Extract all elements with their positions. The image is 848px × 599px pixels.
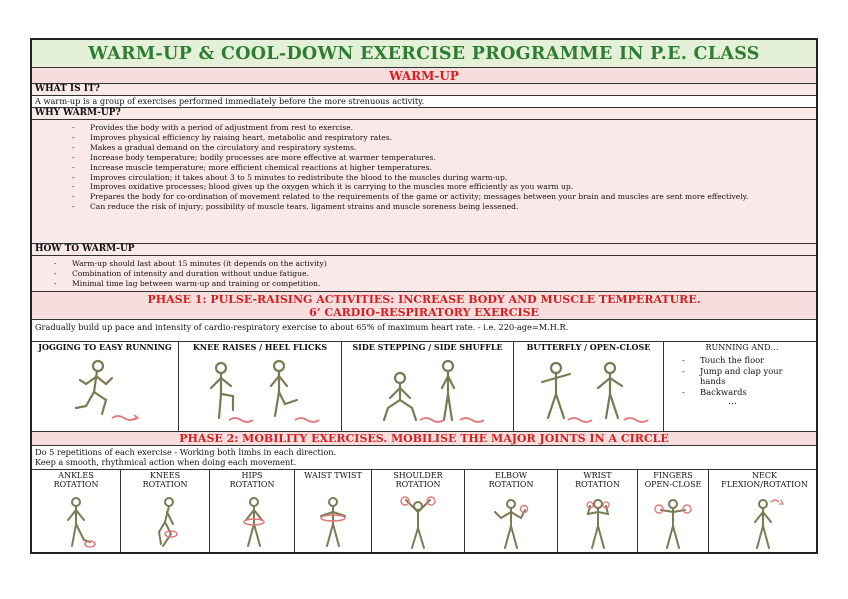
why-heading: WHY WARM-UP?	[32, 108, 816, 120]
page-title: WARM-UP & COOL-DOWN EXERCISE PROGRAMME IN P.E. CLASS	[32, 40, 816, 68]
running-heading: RUNNING AND…	[705, 343, 779, 352]
exercise-butterfly	[514, 342, 664, 431]
exercise-sheet	[30, 38, 818, 554]
why-list	[32, 120, 816, 244]
why-item: - Increase muscle temperature; more efficient chemical reactions at higher temperatures.	[90, 163, 786, 173]
why-item: - Provides the body with a period of adjustment from rest to exercise.	[90, 123, 786, 133]
mobility-elbow	[465, 470, 558, 554]
running-item: - Backwards	[700, 387, 810, 398]
exercise-label: FINGERS	[653, 471, 693, 480]
phase1-exercises	[32, 342, 816, 432]
phase1-text: Gradually build up pace and intensity of cardio-respiratory exercise to about 65% of maximum heart rate. - i.e. 220-age=M.H.R.	[32, 320, 816, 342]
how-item: - Warm-up should last about 15 minutes (it depends on the activity)	[72, 259, 816, 269]
elbow-rotation-icon	[491, 496, 531, 554]
fingers-open-close-icon	[653, 496, 693, 554]
running-item: - Jump and clap your hands	[700, 366, 810, 387]
why-item: - Improves physical efficiency by raising heart, metabolic and respiratory rates.	[90, 133, 786, 143]
phase1-subtitle: 6’ CARDIO-RESPIRATORY EXERCISE	[309, 306, 539, 319]
mobility-fingers	[638, 470, 709, 554]
mobility-wrist	[558, 470, 638, 554]
exercise-label: WRIST	[583, 471, 612, 480]
mobility-hips	[210, 470, 295, 554]
mobility-shoulder	[372, 470, 465, 554]
knee-rotation-icon	[149, 496, 185, 554]
why-item: - Improves circulation; it takes about 3 to 5 minutes to redistribute the blood to the muscles during warm-up.	[90, 173, 786, 183]
exercise-label: BUTTERFLY / OPEN-CLOSE	[526, 342, 651, 352]
what-heading: WHAT IS IT?	[32, 84, 816, 96]
how-list	[32, 256, 816, 292]
exercise-knee-raises	[179, 342, 342, 431]
side-step-figure-icon	[364, 358, 504, 432]
shoulder-rotation-icon	[398, 496, 438, 554]
phase2-band: PHASE 2: MOBILITY EXERCISES. MOBILISE THE MAJOR JOINTS IN A CIRCLE	[32, 432, 816, 446]
waist-twist-icon	[315, 496, 351, 554]
exercise-label: ROTATION	[229, 480, 275, 489]
phase2-exercises	[32, 470, 816, 554]
how-item: - Minimal time lag between warm-up and training or competition.	[72, 279, 816, 289]
exercise-label: SIDE STEPPING / SIDE SHUFFLE	[352, 342, 503, 352]
exercise-label: ANKLES	[58, 471, 94, 480]
exercise-label: ROTATION	[395, 480, 441, 489]
why-item: - Prepares the body for co-ordination of movement related to the requirements of the game or activity; messages between your brain and muscles are sent more effectively.	[90, 192, 786, 202]
wrist-rotation-icon	[578, 496, 618, 554]
exercise-label: JOGGING TO EASY RUNNING	[38, 342, 172, 352]
warmup-band: WARM-UP	[32, 68, 816, 84]
phase2-text-1: Do 5 repetitions of each exercise - Working both limbs in each direction.	[35, 447, 337, 457]
phase1-band	[32, 292, 816, 320]
phase2-text-2: Keep a smooth, rhythmical action when doing each movement.	[35, 457, 297, 467]
running-list	[700, 355, 810, 407]
phase2-instructions	[32, 446, 816, 470]
exercise-label: ROTATION	[142, 480, 188, 489]
exercise-label: ELBOW	[495, 471, 527, 480]
exercise-label: OPEN-CLOSE	[644, 480, 702, 489]
exercise-label: ROTATION	[53, 480, 99, 489]
mobility-knees	[121, 470, 210, 554]
exercise-label: ROTATION	[575, 480, 620, 489]
butterfly-figure-icon	[528, 360, 658, 432]
why-item: - Can reduce the risk of injury; possibility of muscle tears, ligament strains and muscle soreness being lessened.	[90, 202, 786, 212]
exercise-running-and	[664, 342, 818, 431]
knee-raise-figure-icon	[199, 360, 329, 432]
how-item: - Combination of intensity and duration without undue fatigue.	[72, 269, 816, 279]
what-text: A warm-up is a group of exercises performed immediately before the more strenuous activity.	[32, 96, 816, 108]
exercise-jogging	[32, 342, 179, 431]
running-item: - Touch the floor	[700, 355, 810, 366]
why-item: - Increase body temperature; bodily processes are more effective at warmer temperatures.	[90, 153, 786, 163]
mobility-neck	[709, 470, 818, 554]
exercise-side-stepping	[342, 342, 514, 431]
ankle-rotation-icon	[60, 496, 96, 554]
mobility-ankles	[32, 470, 121, 554]
exercise-label: FLEXION/ROTATION	[721, 480, 808, 489]
hip-rotation-icon	[236, 496, 272, 554]
exercise-label: KNEES	[149, 471, 181, 480]
exercise-label: SHOULDER	[393, 471, 443, 480]
mobility-waist	[295, 470, 372, 554]
exercise-label: KNEE RAISES / HEEL FLICKS	[192, 342, 328, 352]
why-item: - Improves oxidative processes; blood gives up the oxygen which it is carrying to the muscles more efficiently as you warm up.	[90, 182, 786, 192]
running-figure-icon	[72, 358, 142, 432]
how-heading: HOW TO WARM-UP	[32, 244, 816, 256]
running-more: …	[728, 397, 737, 408]
exercise-label: WAIST TWIST	[304, 471, 362, 480]
neck-flexion-icon	[745, 496, 789, 554]
exercise-label: NECK	[752, 471, 777, 480]
exercise-label: HIPS	[241, 471, 263, 480]
why-item: - Makes a gradual demand on the circulatory and respiratory systems.	[90, 143, 786, 153]
exercise-label: ROTATION	[488, 480, 534, 489]
phase1-title: PHASE 1: PULSE-RAISING ACTIVITIES: INCREASE BODY AND MUSCLE TEMPERATURE.	[147, 293, 701, 306]
